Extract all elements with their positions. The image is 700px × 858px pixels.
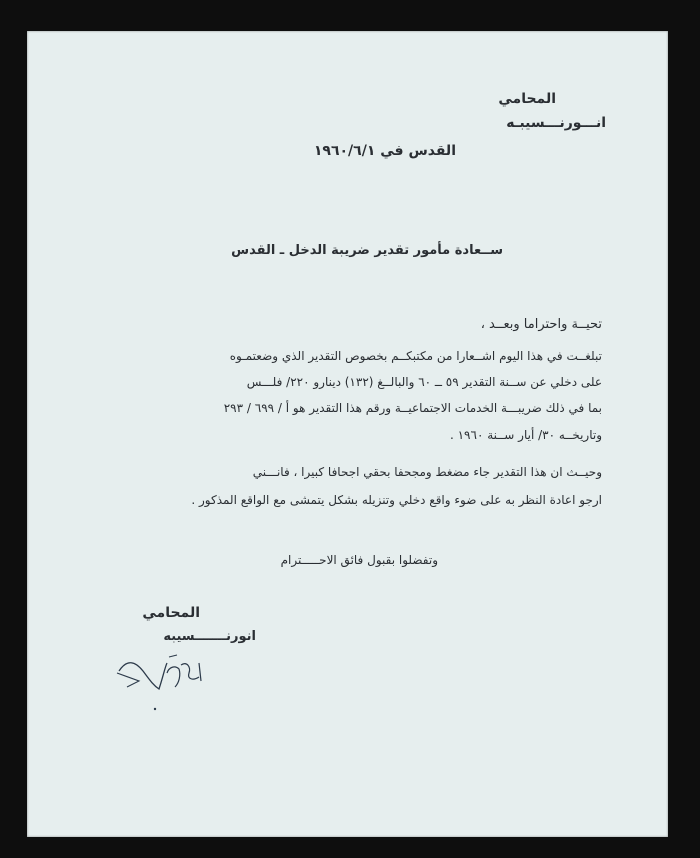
letter-page [27, 31, 668, 837]
greeting: تحيــة واحتراما وبعــد ، [480, 317, 602, 332]
closing: وتفضلوا بقبول فائق الاحـــــترام [280, 553, 438, 567]
body-line-1: تبلغــت في هذا اليوم اشــعارا من مكتبكــم بخصوص التقدير الذي وضعتمـوه [229, 349, 602, 363]
footer-title: المحامي [142, 605, 200, 621]
body-line-2: على دخلي عن ســنة التقدير ٥٩ ــ ٦٠ والبالــغ (١٣٢) دينارو ٢٢٠/ فلـــس [246, 375, 602, 389]
footer-name: انورنـــــــسيبه [163, 629, 256, 644]
header-title: المحامي [498, 91, 556, 107]
body2-line-2: ارجو اعادة النظر به على ضوء واقع دخلي وتنزيله بشكل يتمشى مع الواقع المذكور . [191, 493, 602, 507]
addressee-subject: ســعادة مأمور تقدير ضريبة الدخل ـ القدس [231, 243, 503, 258]
place-date: القدس في ١٩٦٠/٦/١ [313, 143, 456, 159]
body-line-4: وتاريخــه ٣٠/ أيار ســنة ١٩٦٠ . [449, 428, 602, 442]
handwritten-signature [109, 637, 219, 717]
body-line-3: بما في ذلك ضريبـــة الخدمات الاجتماعيــة ورقم هذا التقدير هو أ / ٦٩٩ / ٢٩٣ [223, 401, 602, 415]
header-name: انـــورنـــسيبـه [506, 115, 606, 131]
body2-line-1: وحيــث ان هذا التقدير جاء مضغط ومجحفا بحقي اجحافا كبيرا ، فانـــني [252, 465, 602, 479]
